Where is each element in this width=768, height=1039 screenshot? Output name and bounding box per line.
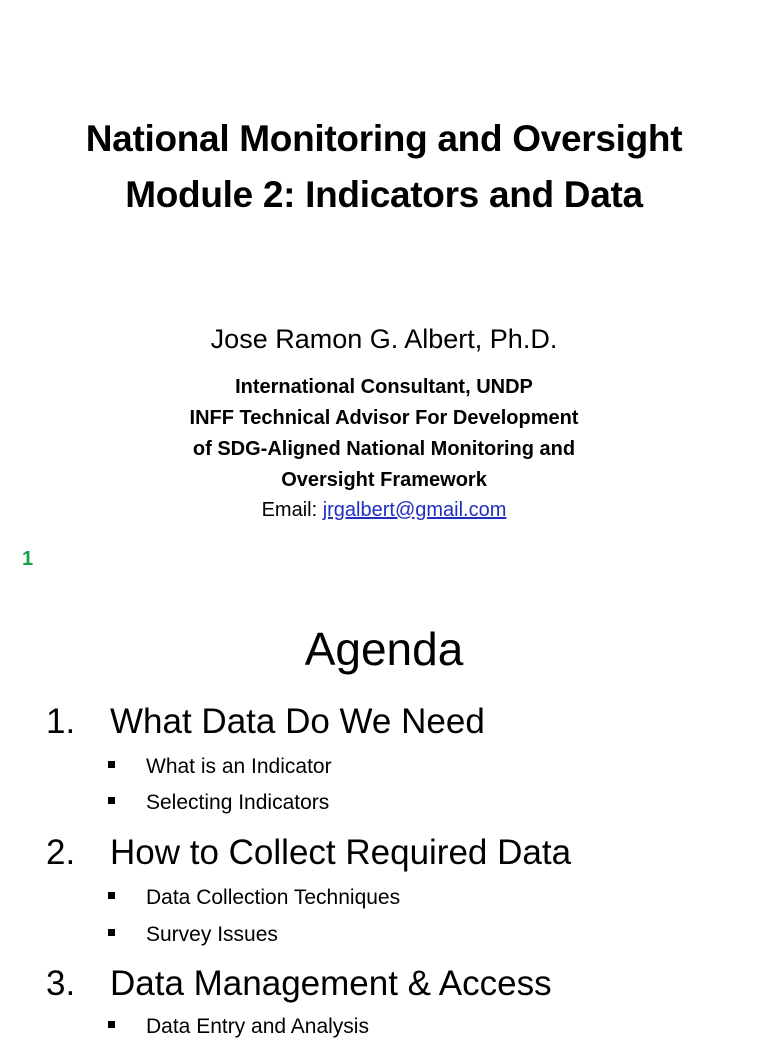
slide-title-line-2: Module 2: Indicators and Data — [125, 174, 643, 215]
agenda-subitem-label: What is an Indicator — [146, 755, 332, 778]
agenda-subitem-label: Survey Issues — [146, 923, 278, 946]
agenda-subitem — [108, 755, 332, 779]
affiliation-line-3: of SDG-Aligned National Monitoring and — [192, 438, 576, 460]
author-name: Jose Ramon G. Albert, Ph.D. — [210, 324, 558, 354]
slide-title-line-1: National Monitoring and Oversight — [85, 118, 683, 159]
email-label: Email: — [261, 499, 323, 521]
agenda-subitem-label: Selecting Indicators — [146, 791, 330, 814]
agenda-subitem — [108, 1015, 369, 1039]
agenda-item-label: What Data Do We Need — [110, 702, 485, 741]
agenda-subitem-label: Data Collection Techniques — [146, 886, 401, 909]
square-bullet-icon — [108, 797, 115, 804]
affiliation-line-2: INFF Technical Advisor For Development — [189, 407, 579, 429]
agenda-item — [46, 833, 571, 873]
agenda-subitem — [108, 886, 400, 910]
square-bullet-icon — [108, 1021, 115, 1028]
email-link[interactable]: jrgalbert@gmail.com — [322, 499, 507, 521]
affiliation-line-4: Oversight Framework — [281, 469, 487, 491]
affiliation-line-1: International Consultant, UNDP — [235, 376, 533, 398]
agenda-subitem — [108, 791, 329, 815]
agenda-item-number: 2. — [46, 833, 76, 872]
agenda-item-label: Data Management & Access — [110, 964, 552, 1003]
agenda-item — [46, 702, 485, 742]
agenda-title: Agenda — [304, 623, 464, 675]
email-line — [0, 499, 768, 522]
square-bullet-icon — [108, 892, 115, 899]
agenda-subitem — [108, 923, 278, 947]
agenda-item — [46, 964, 552, 1004]
agenda-item-number: 1. — [46, 702, 76, 741]
square-bullet-icon — [108, 929, 115, 936]
agenda-item-number: 3. — [46, 964, 76, 1003]
square-bullet-icon — [108, 761, 115, 768]
agenda-subitem-label: Data Entry and Analysis — [146, 1015, 369, 1038]
page-number: 1 — [22, 548, 34, 570]
agenda-item-label: How to Collect Required Data — [110, 833, 572, 872]
